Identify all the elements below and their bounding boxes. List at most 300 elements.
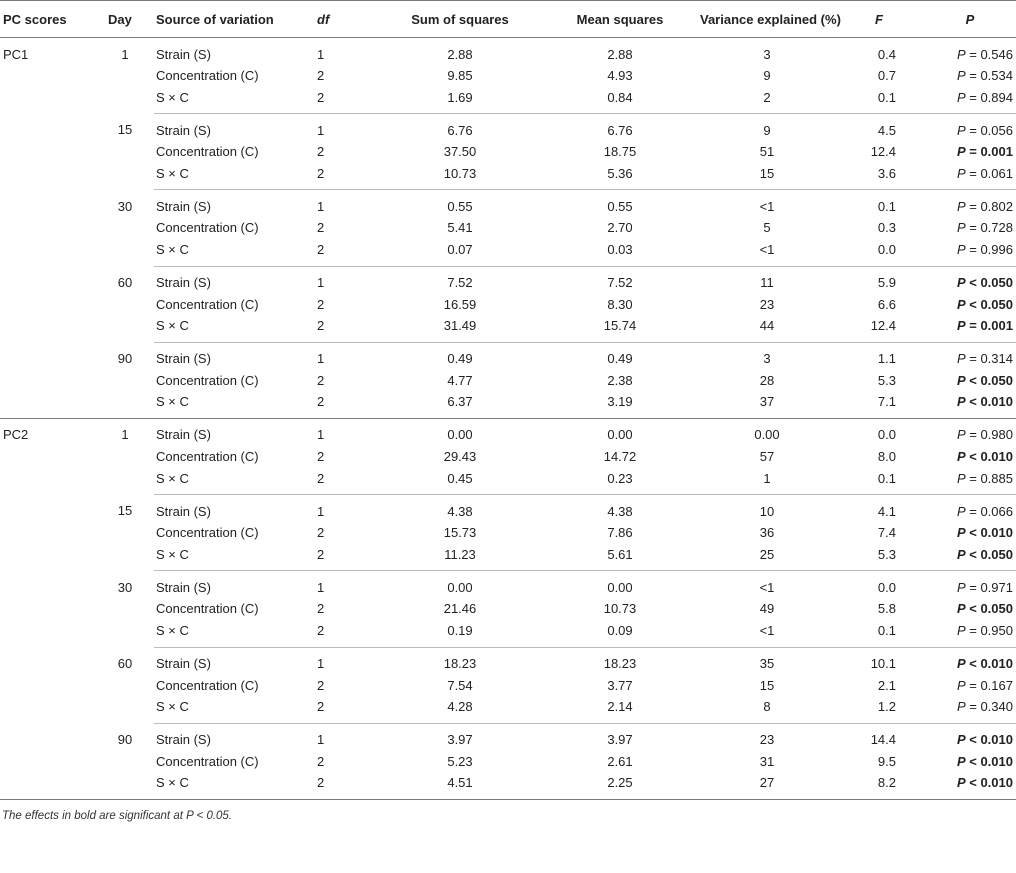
variance-explained-cell: 35 xyxy=(759,656,775,671)
day-cell xyxy=(96,674,154,697)
pc-score-cell xyxy=(0,342,96,369)
f-value-cell: 8.0 xyxy=(877,449,896,465)
pc-score-cell xyxy=(0,87,96,114)
variance-explained-cell: 23 xyxy=(759,732,775,748)
mean-squares-cell: 0.23 xyxy=(540,468,700,495)
variance-explained-cell: 3 xyxy=(763,46,771,62)
p-value-cell: P = 0.167 xyxy=(956,677,1013,693)
mean-squares-cell: 8.30 xyxy=(607,296,633,312)
df-cell: 2 xyxy=(314,773,380,800)
source-cell: Concentration (C) xyxy=(156,449,259,465)
pc-score-cell: PC1 xyxy=(3,46,29,62)
day-cell xyxy=(96,597,154,620)
variance-explained-cell: 31 xyxy=(759,753,775,769)
df-cell: 1 xyxy=(317,122,325,138)
source-cell: S × C xyxy=(154,392,314,419)
day-cell xyxy=(96,369,154,392)
p-value-cell: P = 0.996 xyxy=(924,240,1016,267)
sum-of-squares-cell: 0.07 xyxy=(380,240,540,267)
mean-squares-cell: 0.03 xyxy=(540,240,700,267)
p-value-cell: P = 0.061 xyxy=(924,163,1016,190)
pc-score-cell xyxy=(0,521,96,544)
p-value-cell: P = 0.340 xyxy=(924,697,1016,724)
source-cell: Concentration (C) xyxy=(156,68,259,84)
pc-score-cell xyxy=(0,621,96,648)
table-row xyxy=(0,64,1016,87)
day-cell xyxy=(96,392,154,419)
sum-of-squares-cell: 4.77 xyxy=(447,372,473,388)
table-row xyxy=(0,392,1016,419)
table-footnote: The effects in bold are significant at P < 0.05. xyxy=(2,809,233,822)
pc-score-cell xyxy=(0,750,96,773)
source-cell: Strain (S) xyxy=(156,732,211,748)
sum-of-squares-cell: 0.19 xyxy=(380,621,540,648)
sum-of-squares-cell: 5.41 xyxy=(447,220,473,236)
day-cell: 1 xyxy=(121,427,129,443)
mean-squares-cell: 2.61 xyxy=(607,753,633,769)
table-row xyxy=(0,140,1016,163)
sum-of-squares-cell: 0.45 xyxy=(380,468,540,495)
sum-of-squares-cell: 18.23 xyxy=(443,656,477,671)
source-cell: S × C xyxy=(154,697,314,724)
pc-score-cell: PC2 xyxy=(3,427,29,443)
variance-explained-cell: 0.00 xyxy=(754,427,780,443)
p-value-cell: P < 0.010 xyxy=(956,656,1013,671)
pc-score-cell xyxy=(0,571,96,598)
variance-explained-cell: <1 xyxy=(759,198,775,214)
table-row xyxy=(0,316,1016,343)
p-value-cell: P = 0.001 xyxy=(956,144,1013,160)
mean-squares-cell: 0.00 xyxy=(607,427,633,443)
day-cell xyxy=(96,87,154,114)
variance-explained-cell: 23 xyxy=(759,296,775,312)
table-row xyxy=(0,521,1016,544)
sum-of-squares-cell: 3.97 xyxy=(447,732,473,748)
header-source: Source of variation xyxy=(154,1,314,38)
pc-score-cell xyxy=(0,697,96,724)
source-cell: Concentration (C) xyxy=(156,677,259,693)
header-pc-scores: PC scores xyxy=(0,1,96,38)
df-cell: 2 xyxy=(317,449,325,465)
f-value-cell: 0.7 xyxy=(877,68,896,84)
sum-of-squares-cell: 4.28 xyxy=(380,697,540,724)
source-cell: Strain (S) xyxy=(156,579,211,595)
day-cell: 90 xyxy=(117,351,133,366)
header-sum-of-squares: Sum of squares xyxy=(380,1,540,38)
sum-of-squares-cell: 31.49 xyxy=(380,316,540,343)
df-cell: 2 xyxy=(314,468,380,495)
table-row xyxy=(0,216,1016,239)
table-row xyxy=(0,114,1016,141)
f-value-cell: 4.5 xyxy=(877,122,896,138)
pc-score-cell xyxy=(0,495,96,522)
source-cell: Strain (S) xyxy=(156,275,211,291)
mean-squares-cell: 18.23 xyxy=(603,656,637,671)
day-cell xyxy=(96,544,154,571)
sum-of-squares-cell: 15.73 xyxy=(443,525,477,541)
f-value-cell: 0.0 xyxy=(877,579,896,595)
p-value-cell: P < 0.050 xyxy=(924,544,1016,571)
pc-score-cell xyxy=(0,114,96,141)
f-value-cell: 9.5 xyxy=(877,753,896,769)
mean-squares-cell: 18.75 xyxy=(603,144,637,160)
variance-explained-cell: 5 xyxy=(763,220,771,236)
sum-of-squares-cell: 0.55 xyxy=(447,198,473,214)
df-cell: 2 xyxy=(314,697,380,724)
df-cell: 1 xyxy=(317,351,325,367)
mean-squares-cell: 3.97 xyxy=(607,732,633,748)
day-cell xyxy=(96,445,154,468)
pc-score-cell xyxy=(0,216,96,239)
source-cell: Strain (S) xyxy=(156,427,211,443)
sum-of-squares-cell: 6.37 xyxy=(380,392,540,419)
pc-score-cell xyxy=(0,140,96,163)
table-row xyxy=(0,240,1016,267)
sum-of-squares-cell: 1.69 xyxy=(380,87,540,114)
df-cell: 1 xyxy=(317,579,325,595)
f-value-cell: 0.0 xyxy=(877,427,896,443)
pc-score-cell xyxy=(0,392,96,419)
mean-squares-cell: 0.49 xyxy=(607,351,633,367)
header-df: df xyxy=(314,1,380,38)
pc-score-cell xyxy=(0,293,96,316)
pc-score-cell xyxy=(0,64,96,87)
mean-squares-cell: 15.74 xyxy=(540,316,700,343)
mean-squares-cell: 14.72 xyxy=(603,449,637,465)
pc-score-cell xyxy=(0,597,96,620)
header-day: Day xyxy=(96,1,154,38)
mean-squares-cell: 2.25 xyxy=(540,773,700,800)
sum-of-squares-cell: 7.54 xyxy=(447,677,473,693)
table-row xyxy=(0,190,1016,217)
source-cell: Strain (S) xyxy=(156,46,211,62)
df-cell: 1 xyxy=(317,656,325,671)
f-value-cell: 12.4 xyxy=(834,316,924,343)
variance-explained-cell: 15 xyxy=(759,677,775,693)
p-value-cell: P < 0.050 xyxy=(956,601,1013,617)
df-cell: 1 xyxy=(317,503,325,519)
source-cell: S × C xyxy=(154,468,314,495)
df-cell: 1 xyxy=(317,427,325,443)
header-f: F xyxy=(834,1,924,38)
source-cell: Strain (S) xyxy=(156,198,211,214)
p-value-cell: P = 0.314 xyxy=(956,351,1013,367)
sum-of-squares-cell: 10.73 xyxy=(380,163,540,190)
variance-explained-cell: 3 xyxy=(763,351,771,367)
p-value-cell: P < 0.050 xyxy=(956,296,1013,312)
f-value-cell: 5.3 xyxy=(877,372,896,388)
sum-of-squares-cell: 16.59 xyxy=(443,296,477,312)
df-cell: 2 xyxy=(317,68,325,84)
source-cell: Strain (S) xyxy=(156,122,211,138)
mean-squares-cell: 4.38 xyxy=(607,503,633,519)
source-cell: Strain (S) xyxy=(156,656,211,671)
day-cell xyxy=(96,240,154,267)
pc-score-cell xyxy=(0,544,96,571)
table-row xyxy=(0,342,1016,369)
sum-of-squares-cell: 29.43 xyxy=(443,449,477,465)
pc-score-cell xyxy=(0,445,96,468)
source-cell: Concentration (C) xyxy=(156,753,259,769)
day-cell xyxy=(96,316,154,343)
table-row xyxy=(0,723,1016,750)
source-cell: Concentration (C) xyxy=(156,372,259,388)
mean-squares-cell: 5.61 xyxy=(540,544,700,571)
p-value-cell: P = 0.534 xyxy=(956,68,1013,84)
df-cell: 2 xyxy=(317,296,325,312)
source-cell: Concentration (C) xyxy=(156,144,259,160)
df-cell: 2 xyxy=(314,87,380,114)
f-value-cell: 12.4 xyxy=(870,144,896,160)
mean-squares-cell: 10.73 xyxy=(603,601,637,617)
variance-explained-cell: 27 xyxy=(700,773,834,800)
header-p: P xyxy=(924,1,1016,38)
pc-score-cell xyxy=(0,163,96,190)
f-value-cell: 10.1 xyxy=(870,656,896,671)
f-value-cell: 5.3 xyxy=(834,544,924,571)
variance-explained-cell: <1 xyxy=(700,240,834,267)
variance-explained-cell: 9 xyxy=(763,122,771,138)
table-row xyxy=(0,468,1016,495)
day-cell xyxy=(96,216,154,239)
sum-of-squares-cell: 37.50 xyxy=(443,144,477,160)
f-value-cell: 0.3 xyxy=(877,220,896,236)
pc-score-cell xyxy=(0,240,96,267)
mean-squares-cell: 0.84 xyxy=(540,87,700,114)
mean-squares-cell: 3.19 xyxy=(540,392,700,419)
variance-explained-cell: 10 xyxy=(759,503,775,519)
f-value-cell: 0.1 xyxy=(877,198,896,214)
f-value-cell: 5.8 xyxy=(877,601,896,617)
day-cell xyxy=(96,468,154,495)
df-cell: 2 xyxy=(314,240,380,267)
header-variance-explained: Variance explained (%) xyxy=(700,1,834,38)
source-cell: S × C xyxy=(154,773,314,800)
table-row xyxy=(0,674,1016,697)
p-value-cell: P = 0.950 xyxy=(924,621,1016,648)
day-cell xyxy=(96,697,154,724)
day-cell xyxy=(96,293,154,316)
sum-of-squares-cell: 21.46 xyxy=(443,601,477,617)
variance-explained-cell: <1 xyxy=(759,579,775,595)
header-mean-squares: Mean squares xyxy=(540,1,700,38)
f-value-cell: 7.1 xyxy=(834,392,924,419)
p-value-cell: P = 0.066 xyxy=(956,503,1013,519)
mean-squares-cell: 0.55 xyxy=(607,198,633,214)
day-cell: 60 xyxy=(117,655,133,671)
df-cell: 2 xyxy=(314,392,380,419)
day-cell: 15 xyxy=(117,122,133,138)
p-value-cell: P = 0.546 xyxy=(956,46,1013,62)
source-cell: Concentration (C) xyxy=(156,296,259,312)
f-value-cell: 1.1 xyxy=(877,351,896,367)
sum-of-squares-cell: 0.00 xyxy=(447,579,473,595)
pc-score-cell xyxy=(0,369,96,392)
p-value-cell: P = 0.056 xyxy=(956,122,1013,138)
p-value-cell: P = 0.001 xyxy=(924,316,1016,343)
day-cell xyxy=(96,773,154,800)
sum-of-squares-cell: 0.49 xyxy=(447,351,473,367)
source-cell: S × C xyxy=(154,316,314,343)
source-cell: Concentration (C) xyxy=(156,601,259,617)
source-cell: S × C xyxy=(154,87,314,114)
df-cell: 1 xyxy=(317,732,325,748)
variance-explained-cell: 36 xyxy=(759,525,775,541)
table-row xyxy=(0,87,1016,114)
table-row xyxy=(0,544,1016,571)
f-value-cell: 3.6 xyxy=(834,163,924,190)
mean-squares-cell: 7.52 xyxy=(607,275,633,291)
table-body xyxy=(0,38,1016,800)
p-value-cell: P < 0.050 xyxy=(956,372,1013,388)
f-value-cell: 0.4 xyxy=(877,46,896,62)
variance-explained-cell: 2 xyxy=(700,87,834,114)
p-value-cell: P = 0.802 xyxy=(956,198,1013,214)
source-cell: Concentration (C) xyxy=(156,220,259,236)
day-cell xyxy=(96,621,154,648)
sum-of-squares-cell: 4.51 xyxy=(380,773,540,800)
p-value-cell: P < 0.010 xyxy=(924,392,1016,419)
df-cell: 2 xyxy=(317,677,325,693)
day-cell: 90 xyxy=(117,731,133,747)
mean-squares-cell: 7.86 xyxy=(607,525,633,541)
p-value-cell: P < 0.010 xyxy=(924,773,1016,800)
df-cell: 2 xyxy=(314,316,380,343)
table-row xyxy=(0,38,1016,65)
f-value-cell: 4.1 xyxy=(877,503,896,519)
p-value-cell: P < 0.010 xyxy=(956,449,1013,465)
source-cell: Strain (S) xyxy=(156,503,211,519)
sum-of-squares-cell: 2.88 xyxy=(447,46,473,62)
pc-score-cell xyxy=(0,190,96,217)
variance-explained-cell: 37 xyxy=(700,392,834,419)
variance-explained-cell: 44 xyxy=(700,316,834,343)
table-row xyxy=(0,697,1016,724)
day-cell: 30 xyxy=(117,579,133,595)
variance-explained-cell: 11 xyxy=(760,275,774,291)
f-value-cell: 1.2 xyxy=(834,697,924,724)
df-cell: 2 xyxy=(314,544,380,571)
mean-squares-cell: 2.70 xyxy=(607,220,633,236)
mean-squares-cell: 2.88 xyxy=(607,46,633,62)
pc-score-cell xyxy=(0,647,96,674)
day-cell xyxy=(96,64,154,87)
df-cell: 2 xyxy=(317,144,325,160)
table-row xyxy=(0,750,1016,773)
p-value-cell: P < 0.050 xyxy=(956,275,1013,291)
table-row xyxy=(0,597,1016,620)
f-value-cell: 6.6 xyxy=(877,296,896,312)
table-row xyxy=(0,621,1016,648)
p-value-cell: P = 0.980 xyxy=(956,427,1013,443)
table-row xyxy=(0,773,1016,800)
mean-squares-cell: 0.00 xyxy=(607,579,633,595)
day-cell: 15 xyxy=(117,503,133,519)
mean-squares-cell: 5.36 xyxy=(540,163,700,190)
pc-score-cell xyxy=(0,266,96,293)
df-cell: 2 xyxy=(317,372,325,388)
day-cell: 30 xyxy=(117,198,133,214)
variance-explained-cell: 25 xyxy=(700,544,834,571)
df-cell: 1 xyxy=(317,46,325,62)
table-row xyxy=(0,571,1016,598)
p-value-cell: P < 0.010 xyxy=(956,753,1013,769)
df-cell: 1 xyxy=(317,198,325,214)
source-cell: Strain (S) xyxy=(156,351,211,367)
table-row xyxy=(0,369,1016,392)
table-row xyxy=(0,445,1016,468)
p-value-cell: P = 0.971 xyxy=(956,579,1013,595)
sum-of-squares-cell: 9.85 xyxy=(447,68,473,84)
variance-explained-cell: 9 xyxy=(763,68,771,84)
variance-explained-cell: 15 xyxy=(700,163,834,190)
df-cell: 2 xyxy=(314,621,380,648)
mean-squares-cell: 3.77 xyxy=(607,677,633,693)
f-value-cell: 0.1 xyxy=(834,621,924,648)
source-cell: S × C xyxy=(154,240,314,267)
table-row xyxy=(0,293,1016,316)
day-cell xyxy=(96,140,154,163)
pc-score-cell xyxy=(0,468,96,495)
variance-explained-cell: 1 xyxy=(700,468,834,495)
table-row xyxy=(0,266,1016,293)
f-value-cell: 5.9 xyxy=(877,275,896,291)
table-row xyxy=(0,418,1016,445)
table-row xyxy=(0,495,1016,522)
f-value-cell: 0.0 xyxy=(834,240,924,267)
day-cell xyxy=(96,163,154,190)
f-value-cell: 0.1 xyxy=(834,87,924,114)
sum-of-squares-cell: 7.52 xyxy=(447,275,473,291)
sum-of-squares-cell: 5.23 xyxy=(447,753,473,769)
sum-of-squares-cell: 0.00 xyxy=(447,427,473,443)
variance-explained-cell: 49 xyxy=(759,601,775,617)
p-value-cell: P = 0.728 xyxy=(956,220,1013,236)
df-cell: 2 xyxy=(317,525,325,541)
df-cell: 2 xyxy=(317,601,325,617)
f-value-cell: 7.4 xyxy=(877,525,896,541)
df-cell: 2 xyxy=(314,163,380,190)
variance-explained-cell: 8 xyxy=(700,697,834,724)
mean-squares-cell: 2.14 xyxy=(540,697,700,724)
day-cell: 60 xyxy=(117,274,133,290)
f-value-cell: 0.1 xyxy=(834,468,924,495)
df-cell: 2 xyxy=(317,220,325,236)
variance-explained-cell: 28 xyxy=(759,372,775,388)
f-value-cell: 14.4 xyxy=(870,732,896,748)
mean-squares-cell: 6.76 xyxy=(607,122,633,138)
header-row xyxy=(0,1,1016,38)
source-cell: S × C xyxy=(154,621,314,648)
f-value-cell: 8.2 xyxy=(834,773,924,800)
pc-score-cell xyxy=(0,316,96,343)
mean-squares-cell: 0.09 xyxy=(540,621,700,648)
source-cell: Concentration (C) xyxy=(156,525,259,541)
variance-explained-cell: 57 xyxy=(759,449,775,465)
f-value-cell: 2.1 xyxy=(877,677,896,693)
variance-explained-cell: <1 xyxy=(700,621,834,648)
source-cell: S × C xyxy=(154,544,314,571)
p-value-cell: P < 0.010 xyxy=(956,525,1013,541)
variance-explained-cell: 51 xyxy=(759,144,775,160)
sum-of-squares-cell: 4.38 xyxy=(447,503,473,519)
sum-of-squares-cell: 11.23 xyxy=(380,544,540,571)
p-value-cell: P < 0.010 xyxy=(956,732,1013,748)
pc-score-cell xyxy=(0,773,96,800)
df-cell: 2 xyxy=(317,753,325,769)
mean-squares-cell: 4.93 xyxy=(607,68,633,84)
sum-of-squares-cell: 6.76 xyxy=(447,122,473,138)
